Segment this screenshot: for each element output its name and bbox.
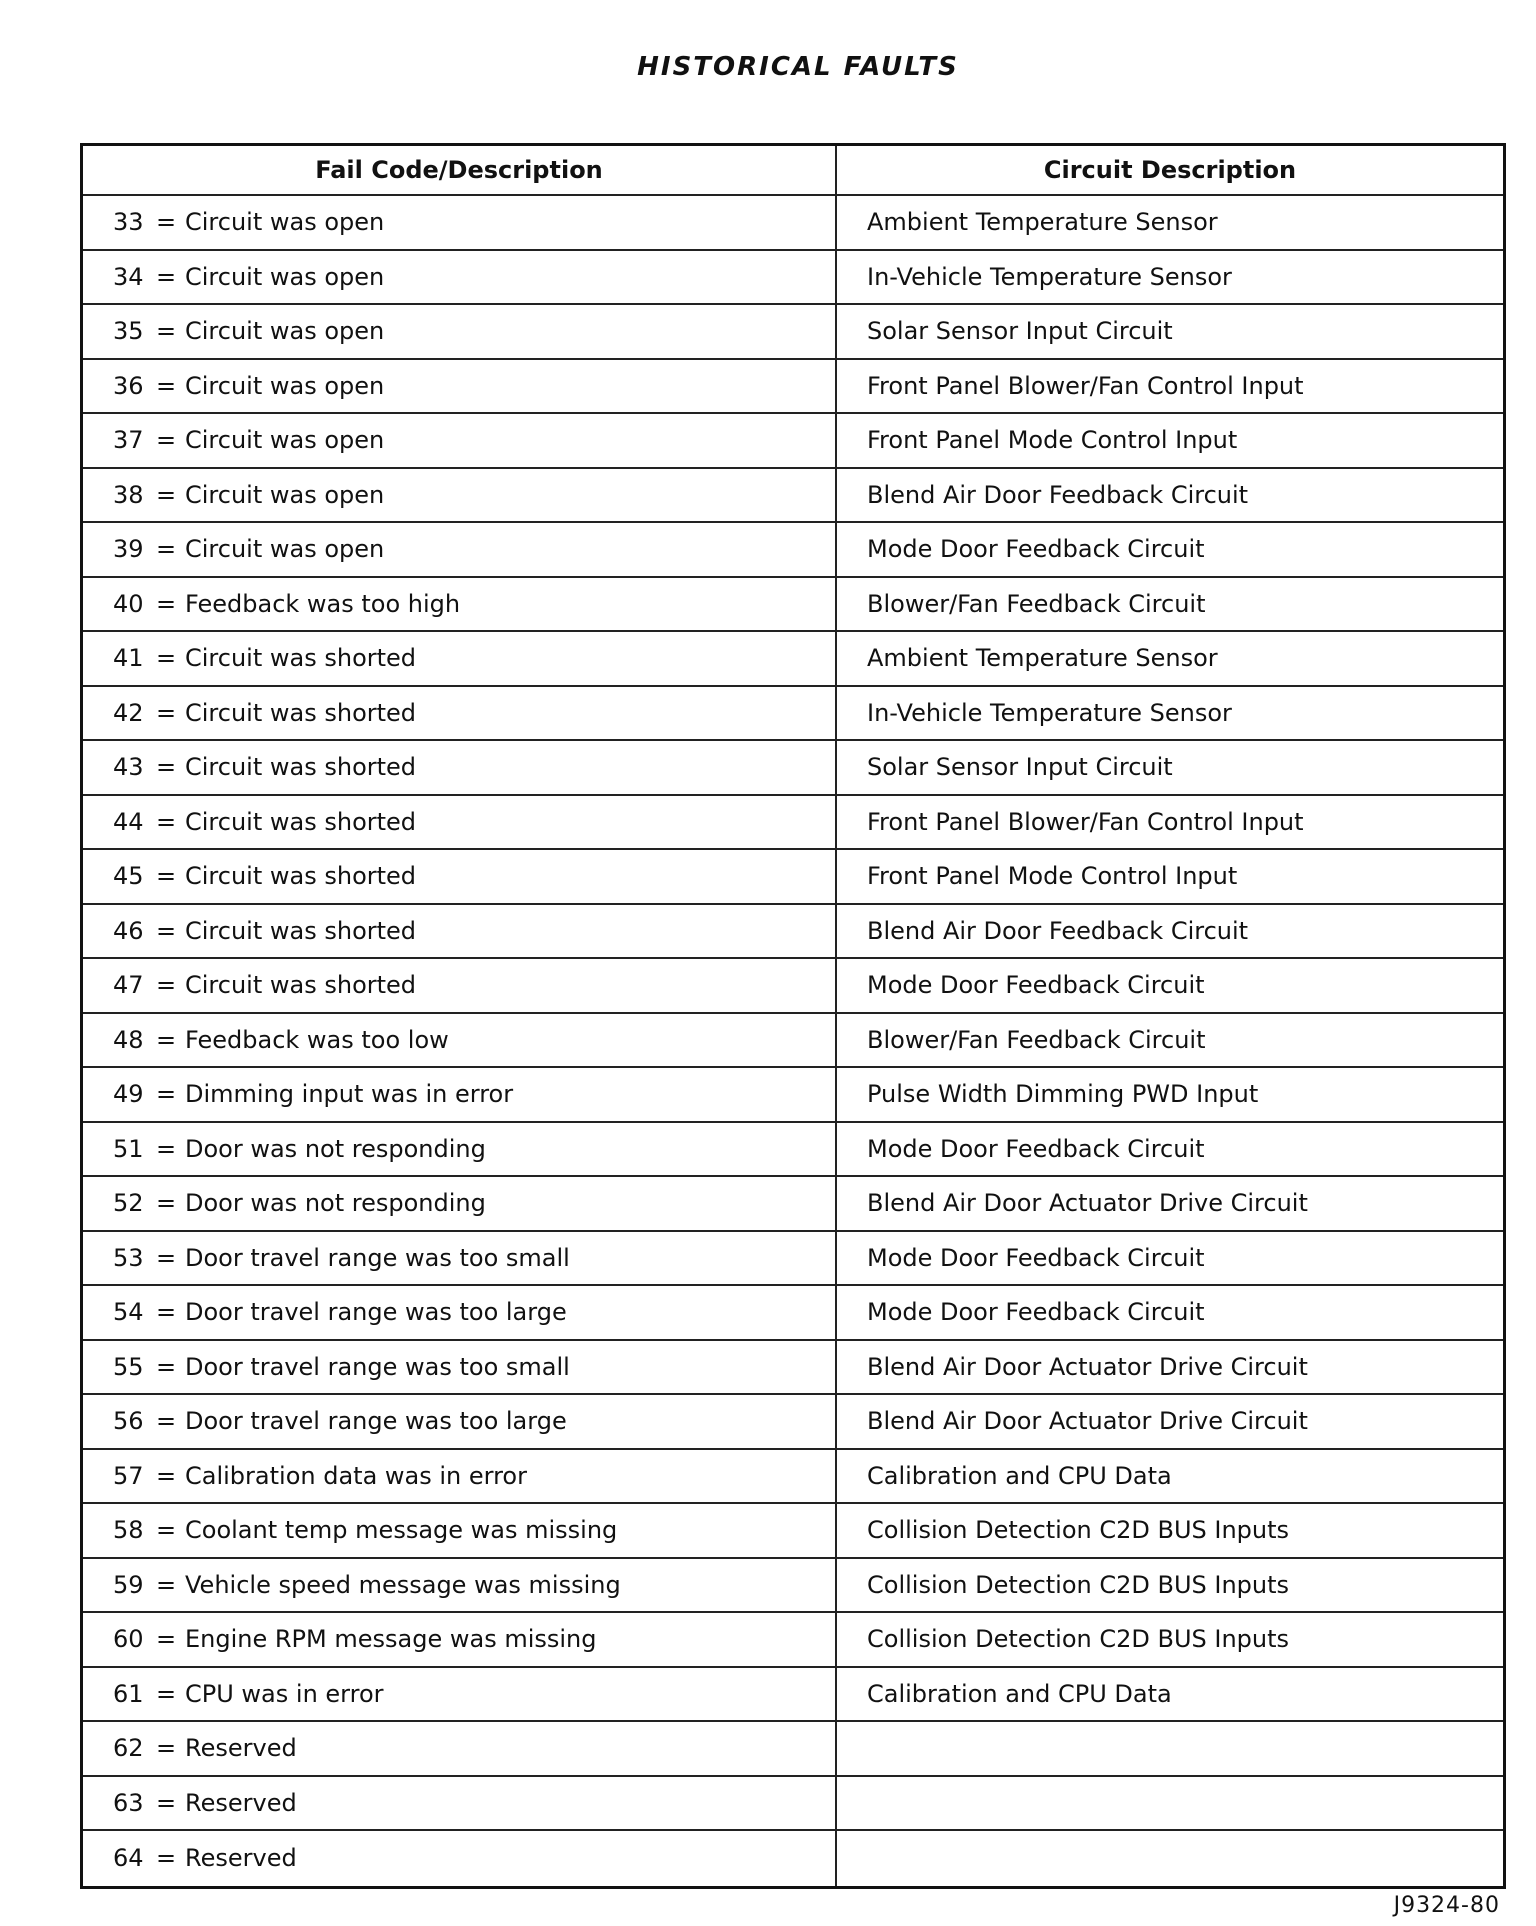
circuit-description: Blower/Fan Feedback Circuit xyxy=(867,1025,1206,1054)
equals-sign: = xyxy=(155,1516,177,1545)
fail-description: Circuit was open xyxy=(185,262,385,291)
circuit-description: Blend Air Door Actuator Drive Circuit xyxy=(867,1352,1308,1381)
fail-description: Dimming input was in error xyxy=(185,1080,514,1109)
circuit-description: Calibration and CPU Data xyxy=(867,1679,1172,1708)
table-row xyxy=(83,1177,1503,1232)
fail-code: 49 xyxy=(113,1080,144,1109)
fail-code-cell xyxy=(83,305,837,358)
fail-description: Circuit was shorted xyxy=(185,698,417,727)
equals-sign: = xyxy=(155,426,177,455)
fail-code-cell xyxy=(83,1014,837,1067)
equals-sign: = xyxy=(155,698,177,727)
fail-code: 48 xyxy=(113,1025,144,1054)
fail-code-cell xyxy=(83,850,837,903)
equals-sign: = xyxy=(155,1080,177,1109)
fail-description: Circuit was open xyxy=(185,480,385,509)
circuit-description: Collision Detection C2D BUS Inputs xyxy=(867,1570,1290,1599)
table-row xyxy=(83,1722,1503,1777)
equals-sign: = xyxy=(155,1844,177,1873)
equals-sign: = xyxy=(155,1788,177,1817)
fail-code-cell xyxy=(83,360,837,413)
fail-code: 45 xyxy=(113,862,144,891)
fail-code-cell xyxy=(83,1286,837,1339)
fail-description: Reserved xyxy=(185,1734,297,1763)
equals-sign: = xyxy=(155,589,177,618)
fail-code: 51 xyxy=(113,1134,144,1163)
equals-sign: = xyxy=(155,1625,177,1654)
fail-code: 57 xyxy=(113,1461,144,1490)
circuit-description: In-Vehicle Temperature Sensor xyxy=(867,698,1232,727)
fail-description: Circuit was shorted xyxy=(185,644,417,673)
fail-code-cell xyxy=(83,578,837,631)
fail-code-cell xyxy=(83,1722,837,1775)
table-row xyxy=(83,1559,1503,1614)
circuit-description: Blend Air Door Actuator Drive Circuit xyxy=(867,1189,1308,1218)
fail-code-cell xyxy=(83,469,837,522)
table-row xyxy=(83,1014,1503,1069)
circuit-description: Front Panel Mode Control Input xyxy=(867,426,1238,455)
circuit-description: Calibration and CPU Data xyxy=(867,1461,1172,1490)
fail-code-cell xyxy=(83,741,837,794)
fail-description: Door travel range was too small xyxy=(185,1352,570,1381)
fail-code: 39 xyxy=(113,535,144,564)
circuit-description: Blower/Fan Feedback Circuit xyxy=(867,589,1206,618)
equals-sign: = xyxy=(155,262,177,291)
table-row xyxy=(83,469,1503,524)
table-row xyxy=(83,850,1503,905)
table-row xyxy=(83,741,1503,796)
circuit-description: Solar Sensor Input Circuit xyxy=(867,317,1173,346)
faults-table xyxy=(80,143,1506,1889)
table-row xyxy=(83,578,1503,633)
equals-sign: = xyxy=(155,1243,177,1272)
fail-code: 60 xyxy=(113,1625,144,1654)
fail-code-cell xyxy=(83,1504,837,1557)
page-title: HISTORICAL FAULTS xyxy=(637,52,959,82)
fail-code: 33 xyxy=(113,208,144,237)
fail-code: 56 xyxy=(113,1407,144,1436)
fail-code-cell xyxy=(83,1831,837,1886)
equals-sign: = xyxy=(155,1570,177,1599)
fail-description: Door travel range was too small xyxy=(185,1243,570,1272)
table-row xyxy=(83,414,1503,469)
circuit-description: Mode Door Feedback Circuit xyxy=(867,1243,1205,1272)
fail-code: 40 xyxy=(113,589,144,618)
table-row xyxy=(83,360,1503,415)
fail-description: Door was not responding xyxy=(185,1134,486,1163)
fail-description: Circuit was open xyxy=(185,208,385,237)
table-row xyxy=(83,1232,1503,1287)
equals-sign: = xyxy=(155,916,177,945)
fail-code-cell xyxy=(83,905,837,958)
fail-code-cell xyxy=(83,1068,837,1121)
fail-code-cell xyxy=(83,1777,837,1830)
fail-description: Circuit was shorted xyxy=(185,862,417,891)
table-row xyxy=(83,796,1503,851)
fail-description: Door was not responding xyxy=(185,1189,486,1218)
fail-description: Coolant temp message was missing xyxy=(185,1516,618,1545)
fail-description: Circuit was shorted xyxy=(185,916,417,945)
header-fail-code: Fail Code/Description xyxy=(83,146,837,194)
fail-description: Circuit was shorted xyxy=(185,971,417,1000)
circuit-description: Ambient Temperature Sensor xyxy=(867,208,1218,237)
equals-sign: = xyxy=(155,807,177,836)
fail-code-cell xyxy=(83,687,837,740)
table-row xyxy=(83,632,1503,687)
table-row xyxy=(83,1341,1503,1396)
equals-sign: = xyxy=(155,535,177,564)
table-row xyxy=(83,1286,1503,1341)
equals-sign: = xyxy=(155,1189,177,1218)
table-body xyxy=(83,196,1503,1886)
fail-code-cell xyxy=(83,1177,837,1230)
fail-description: Calibration data was in error xyxy=(185,1461,527,1490)
fail-code-cell xyxy=(83,414,837,467)
fail-code-cell xyxy=(83,523,837,576)
equals-sign: = xyxy=(155,644,177,673)
equals-sign: = xyxy=(155,1679,177,1708)
equals-sign: = xyxy=(155,862,177,891)
circuit-description: Mode Door Feedback Circuit xyxy=(867,971,1205,1000)
fail-code-cell xyxy=(83,1123,837,1176)
fail-code: 52 xyxy=(113,1189,144,1218)
fail-code-cell xyxy=(83,1341,837,1394)
equals-sign: = xyxy=(155,1025,177,1054)
fail-code-cell xyxy=(83,1395,837,1448)
fail-code: 54 xyxy=(113,1298,144,1327)
table-row xyxy=(83,1668,1503,1723)
table-row xyxy=(83,687,1503,742)
fail-code-cell xyxy=(83,251,837,304)
fail-code-cell xyxy=(83,1559,837,1612)
fail-code-cell xyxy=(83,796,837,849)
fail-code-cell xyxy=(83,1613,837,1666)
equals-sign: = xyxy=(155,317,177,346)
circuit-description: Front Panel Blower/Fan Control Input xyxy=(867,371,1304,400)
fail-code: 37 xyxy=(113,426,144,455)
fail-description: Door travel range was too large xyxy=(185,1298,567,1327)
fail-description: Vehicle speed message was missing xyxy=(185,1570,621,1599)
fail-description: Reserved xyxy=(185,1844,297,1873)
circuit-description: Mode Door Feedback Circuit xyxy=(867,1134,1205,1163)
fail-description: Reserved xyxy=(185,1788,297,1817)
table-row xyxy=(83,1068,1503,1123)
equals-sign: = xyxy=(155,1734,177,1763)
fail-code: 46 xyxy=(113,916,144,945)
fail-description: Feedback was too high xyxy=(185,589,461,618)
table-row xyxy=(83,523,1503,578)
fail-description: Circuit was shorted xyxy=(185,753,417,782)
fail-code: 38 xyxy=(113,480,144,509)
fail-description: Circuit was shorted xyxy=(185,807,417,836)
equals-sign: = xyxy=(155,1407,177,1436)
equals-sign: = xyxy=(155,753,177,782)
equals-sign: = xyxy=(155,1352,177,1381)
table-row xyxy=(83,905,1503,960)
fail-code: 61 xyxy=(113,1679,144,1708)
fail-description: Circuit was open xyxy=(185,317,385,346)
equals-sign: = xyxy=(155,480,177,509)
equals-sign: = xyxy=(155,208,177,237)
table-row xyxy=(83,1504,1503,1559)
circuit-description: Blend Air Door Feedback Circuit xyxy=(867,916,1249,945)
circuit-description xyxy=(837,1722,1503,1775)
fail-code: 34 xyxy=(113,262,144,291)
fail-description: Engine RPM message was missing xyxy=(185,1625,597,1654)
fail-code: 36 xyxy=(113,371,144,400)
circuit-description: In-Vehicle Temperature Sensor xyxy=(867,262,1232,291)
fail-code: 47 xyxy=(113,971,144,1000)
table-row xyxy=(83,959,1503,1014)
fail-code: 59 xyxy=(113,1570,144,1599)
fail-code-cell xyxy=(83,1668,837,1721)
table-row xyxy=(83,1395,1503,1450)
fail-code: 53 xyxy=(113,1243,144,1272)
circuit-description: Solar Sensor Input Circuit xyxy=(867,753,1173,782)
fail-code: 58 xyxy=(113,1516,144,1545)
fail-code: 64 xyxy=(113,1844,144,1873)
circuit-description: Front Panel Mode Control Input xyxy=(867,862,1238,891)
circuit-description: Collision Detection C2D BUS Inputs xyxy=(867,1516,1290,1545)
equals-sign: = xyxy=(155,1461,177,1490)
circuit-description: Pulse Width Dimming PWD Input xyxy=(867,1080,1259,1109)
circuit-description: Ambient Temperature Sensor xyxy=(867,644,1218,673)
circuit-description: Blend Air Door Feedback Circuit xyxy=(867,480,1249,509)
equals-sign: = xyxy=(155,971,177,1000)
fail-code: 35 xyxy=(113,317,144,346)
fail-code-cell xyxy=(83,959,837,1012)
fail-description: Feedback was too low xyxy=(185,1025,449,1054)
circuit-description: Front Panel Blower/Fan Control Input xyxy=(867,807,1304,836)
fail-description: Circuit was open xyxy=(185,426,385,455)
fail-code: 62 xyxy=(113,1734,144,1763)
fail-code: 43 xyxy=(113,753,144,782)
fail-code: 63 xyxy=(113,1788,144,1817)
table-row xyxy=(83,1613,1503,1668)
table-row xyxy=(83,251,1503,306)
fail-code-cell xyxy=(83,1450,837,1503)
fail-code: 41 xyxy=(113,644,144,673)
equals-sign: = xyxy=(155,1298,177,1327)
fail-code-cell xyxy=(83,1232,837,1285)
equals-sign: = xyxy=(155,371,177,400)
fail-code-cell xyxy=(83,196,837,249)
circuit-description xyxy=(837,1831,1503,1886)
equals-sign: = xyxy=(155,1134,177,1163)
fail-code-cell xyxy=(83,632,837,685)
circuit-description xyxy=(837,1777,1503,1830)
circuit-description: Mode Door Feedback Circuit xyxy=(867,1298,1205,1327)
figure-reference: J9324-80 xyxy=(1393,1893,1500,1918)
table-row xyxy=(83,1450,1503,1505)
circuit-description: Collision Detection C2D BUS Inputs xyxy=(867,1625,1290,1654)
fail-description: Circuit was open xyxy=(185,371,385,400)
fail-code: 55 xyxy=(113,1352,144,1381)
fail-description: Circuit was open xyxy=(185,535,385,564)
table-header-row xyxy=(83,146,1503,196)
table-row xyxy=(83,1777,1503,1832)
table-row xyxy=(83,1123,1503,1178)
table-row xyxy=(83,196,1503,251)
fail-code: 44 xyxy=(113,807,144,836)
fail-description: CPU was in error xyxy=(185,1679,384,1708)
table-row xyxy=(83,305,1503,360)
circuit-description: Mode Door Feedback Circuit xyxy=(867,535,1205,564)
table-row xyxy=(83,1831,1503,1886)
circuit-description: Blend Air Door Actuator Drive Circuit xyxy=(867,1407,1308,1436)
fail-code: 42 xyxy=(113,698,144,727)
header-circuit-description: Circuit Description xyxy=(1043,156,1297,184)
fail-description: Door travel range was too large xyxy=(185,1407,567,1436)
